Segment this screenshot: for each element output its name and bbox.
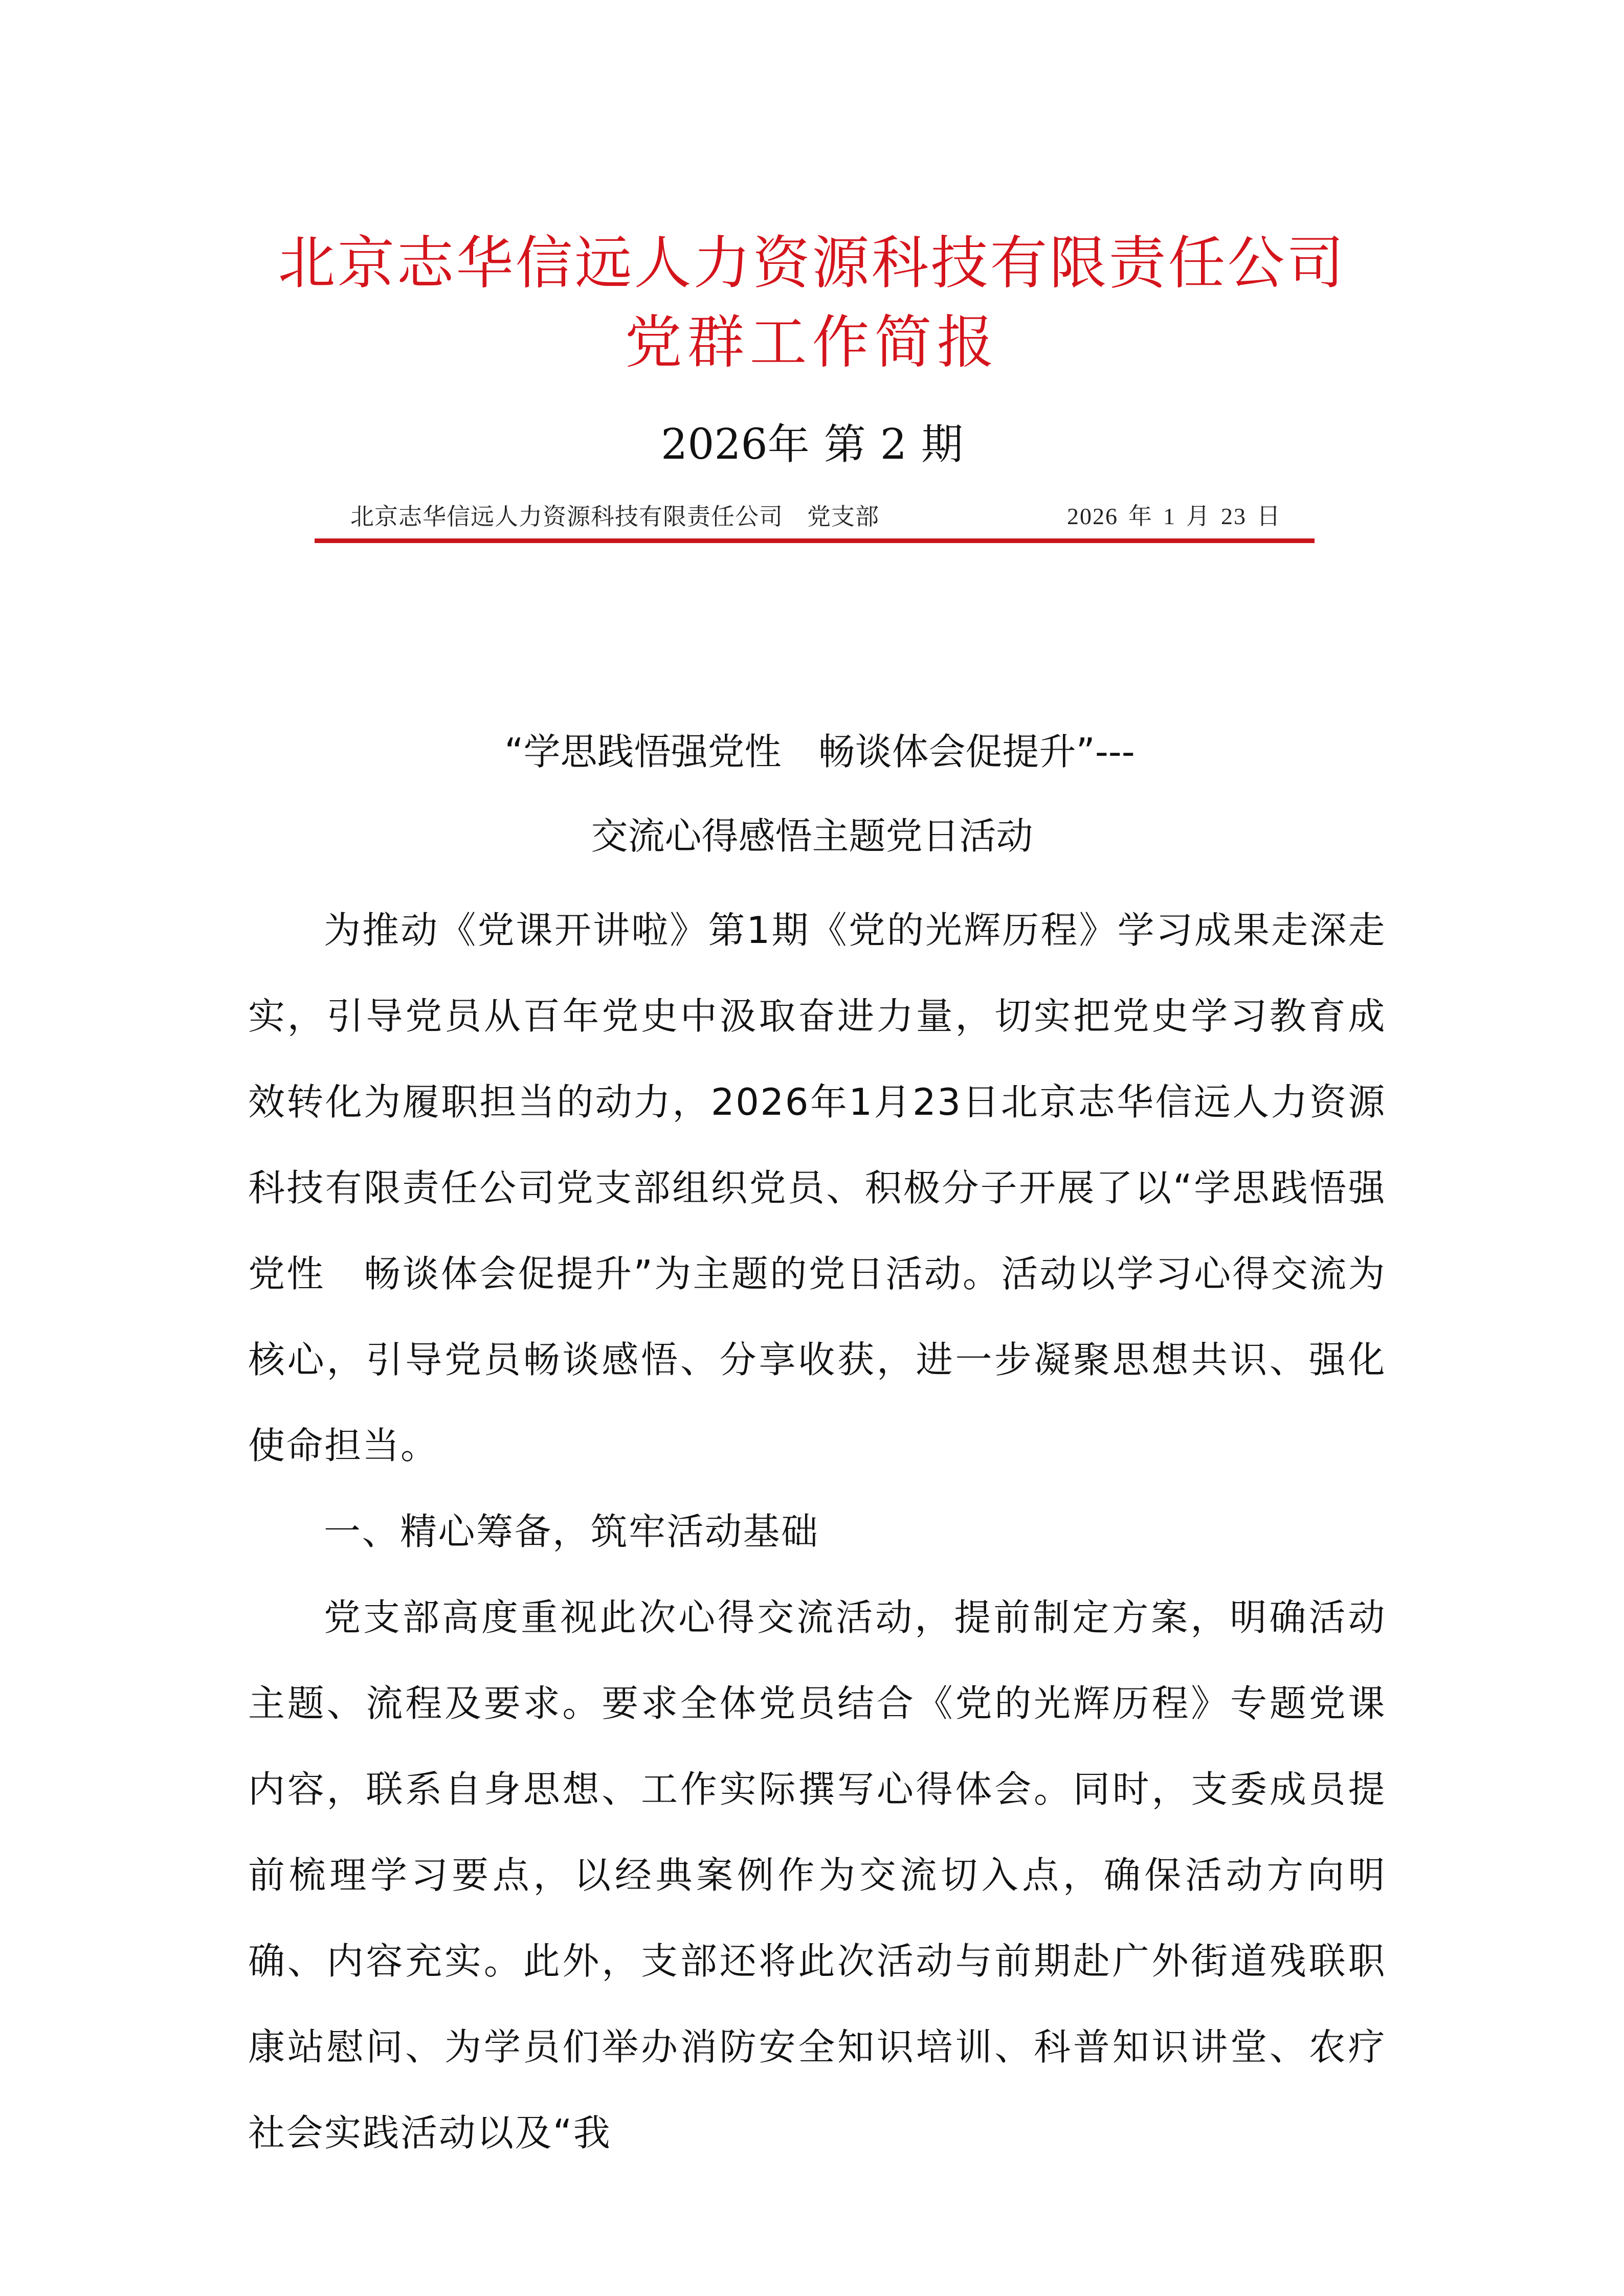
masthead-divider xyxy=(315,538,1315,543)
date-day: 23 xyxy=(1221,503,1247,529)
date-year: 2026 xyxy=(1067,503,1118,529)
article-body xyxy=(248,887,1386,2176)
bulletin-title: 党群工作简报 xyxy=(625,309,999,376)
section-heading-1: 一、精心筹备，筑牢活动基础 xyxy=(324,1510,819,1553)
date-year-unit: 年 xyxy=(1128,503,1153,529)
publisher-row xyxy=(350,499,1297,534)
section-1-paragraph: 党支部高度重视此次心得交流活动，提前制定方案，明确活动主题、流程及要求。要求全体党员结合《党的光辉历程》专题党课内容，联系自身思想、工作实际撰写心得体会。同时，支委成员提前梳理学习要点，以经典案例作为交流切入点，确保活动方向明确、内容充实。此外，支部还将此次活动与前期赴广外街道残联职康站慰问、为学员们举办消防安全知识培训、科普知识讲堂、农疗社会实践活动以及“我 xyxy=(248,1596,1386,2154)
publish-date xyxy=(1062,499,1286,534)
intro-paragraph: 为推动《党课开讲啦》第1期《党的光辉历程》学习成果走深走实，引导党员从百年党史中汲取奋进力量，切实把党史学习教育成效转化为履职担当的动力，2026年1月23日北京志华信远人力资源科技有限责任公司党支部组织党员、积极分子开展了以“学思践悟强党性 畅谈体会促提升”为主题的党日活动。活动以学习心得交流为核心，引导党员畅谈感悟、分享收获，进一步凝聚思想共识、强化使命担当。 xyxy=(248,909,1386,1467)
issue-number xyxy=(0,417,1624,473)
issue-suffix: 期 xyxy=(921,420,963,469)
issue-value: 2 xyxy=(880,420,907,469)
date-month-unit: 月 xyxy=(1186,503,1211,529)
issue-year: 2026年 xyxy=(661,420,810,469)
article-title-line-1: “学思践悟强党性 畅谈体会促提升”--- xyxy=(504,730,1135,773)
date-day-unit: 日 xyxy=(1257,503,1281,529)
publisher-org: 北京志华信远人力资源科技有限责任公司 党支部 xyxy=(350,503,879,530)
article-title-line-2: 交流心得感悟主题党日活动 xyxy=(591,815,1033,858)
issue-prefix: 第 xyxy=(824,420,866,469)
masthead-company-name: 北京志华信远人力资源科技有限责任公司 xyxy=(278,230,1346,297)
date-month: 1 xyxy=(1163,503,1176,529)
